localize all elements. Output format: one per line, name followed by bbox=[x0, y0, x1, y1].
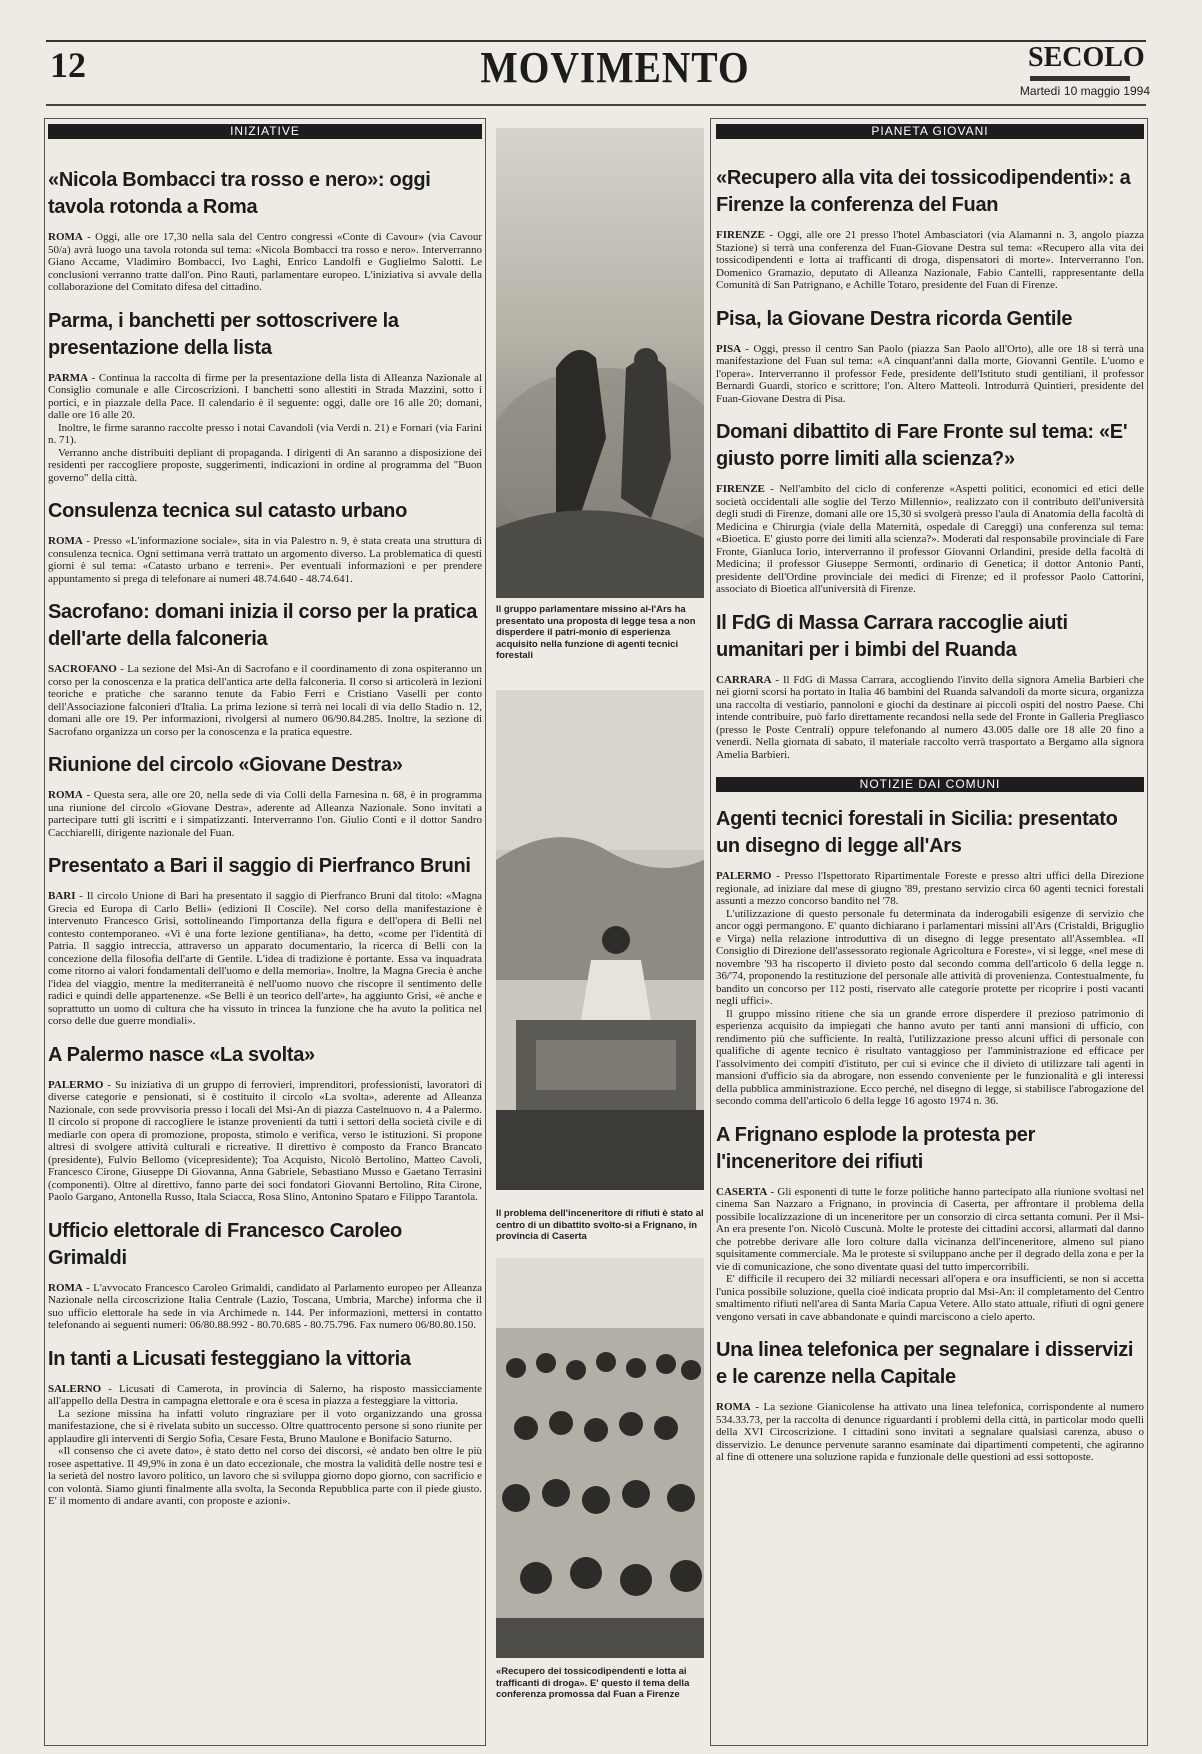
body-text: - Licusati di Camerota, in provincia di Salerno, ha risposto massicciamente all'appello della Destra in campagna elettorale e ora è scesa in piazza a festeggiare la vittoria. bbox=[48, 1382, 482, 1407]
headline: Sacrofano: domani inizia il corso per la pratica dell'arte della falconeria bbox=[48, 601, 478, 650]
dateline: CARRARA bbox=[716, 673, 772, 686]
article-bari bbox=[48, 853, 482, 1028]
body-text: - Oggi, alle ore 21 presso l'hotel Ambasciatori (via Alamanni n. 3, angolo piazza Stazione) si terrà una conferenza del Fuan-Giovane Destra sul tema: «Recupero alla vita dei tossicodipendenti e lotta ai trafficanti di droga, dispensatori di morte». Interverranno l'on. Domenico Gramazio, deputato di Alleanza Nazionale, Fabio Cantelli, rappresentante della Comunità di San Patrignano, e Achille Totaro, presidente del Fuan di Firenze. bbox=[716, 229, 1144, 291]
headline: «Recupero alla vita dei tossicodipendenti»: a Firenze la conferenza del Fuan bbox=[716, 167, 1131, 216]
dateline: PARMA bbox=[48, 371, 89, 384]
photo-caption-forest-agents: Il gruppo parlamentare missino al-l'Ars ha presentato una proposta di legge tesa a non disperdere il patri-monio di esperienza acquisito nella funzione di agenti tecnici forestali bbox=[496, 604, 696, 661]
headline: A Frignano esplode la protesta per l'inceneritore dei rifiuti bbox=[716, 1123, 1036, 1173]
dateline: SALERNO bbox=[48, 1382, 102, 1395]
dateline: PISA bbox=[716, 342, 742, 355]
headline: Agenti tecnici forestali in Sicilia: presentato un disegno di legge all'Ars bbox=[716, 808, 1118, 857]
headline: Riunione del circolo «Giovane Destra» bbox=[48, 754, 403, 776]
headline: Ufficio elettorale di Francesco Caroleo Grimaldi bbox=[48, 1219, 402, 1269]
photo-conference-image bbox=[496, 1258, 704, 1658]
section-band-iniziative: INIZIATIVE bbox=[48, 124, 482, 139]
article-body bbox=[48, 372, 482, 422]
article-body bbox=[716, 343, 1144, 406]
body-text: - Gli esponenti di tutte le forze politiche hanno partecipato alla riunione svoltasi nel cinema San Nazzaro a Frignano, in provincia di Caserta, per affrontare il problema della possibile localizzazione di un inceneritore per un consorzio di circa settanta comuni. Per il Msi-An era presente l'on. Nicolò Cuscunà. Molte le proteste dei cittadini accorsi, allarmati dal danno che potrebbe derivare alle loro colture dalla vicinanza dell'inceneritore, almeno sul piano squisitamente commerciale. Ma le proteste si sviluppano anche per il degrado della zona e per la vie di comunicazione, che sono diventate quasi del tutto impercorribili. bbox=[716, 1185, 1144, 1273]
article-agenti-forestali bbox=[716, 806, 1144, 1108]
dateline: PALERMO bbox=[716, 870, 772, 882]
masthead-bottom-rule bbox=[46, 104, 1146, 106]
article-body-3: Verranno anche distribuiti depliant di propaganda. I dirigenti di An saranno a disposizione dei residenti per raccogliere proposte, suggerimenti, indicazioni in ordine al programma del "Buon governo" della città. bbox=[48, 446, 482, 484]
issue-date: Martedì 10 maggio 1994 bbox=[1019, 84, 1150, 98]
article-body bbox=[716, 870, 1144, 908]
article-giovane-destra bbox=[48, 752, 482, 839]
headline: In tanti a Licusati festeggiano la vittoria bbox=[48, 1347, 411, 1370]
headline: Pisa, la Giovane Destra ricorda Gentile bbox=[716, 307, 1073, 330]
headline: Parma, i banchetti per sottoscrivere la presentazione della lista bbox=[48, 309, 399, 359]
photo-incinerator-debate bbox=[496, 690, 704, 1190]
dateline: FIRENZE bbox=[716, 483, 765, 495]
article-palermo-svolta bbox=[48, 1042, 482, 1204]
body-text: - Nell'ambito del ciclo di conferenze «Aspetti politici, economici ed etici delle società occidentali alle soglie del Terzo Millennio», realizzato con il contributo dell'università degli studi di Firenze, domani alle ore 15,30 si svolgerà presso l'aula di Anatomia della facoltà di Medicina e Chirurgia (viale della Maternità, ospedale di Careggi) una conferenza sul tema: «Bioetica. E' giusto porre dei limiti alla scienza?». Moderati dal responsabile provinciale di Fare Fronte, Gianluca Iorio, interverranno il professor Giovanni Orlandini, preside della facoltà di Medicina; il professor Giuseppe Sermonti, ordinario di Genetica; il dottor Antonio Panti, presidente dell'Ordine provinciale dei medici di Firenze; ed il professor Paolo Cattorini, associato di Bioetica all'università di Firenze. bbox=[716, 483, 1144, 595]
article-body-2: Inoltre, le firme saranno raccolte presso i notai Cavandoli (via Verdi n. 21) e Fornari (via Farini n. 71). bbox=[48, 421, 482, 446]
article-sacrofano bbox=[48, 599, 482, 738]
article-parma bbox=[48, 308, 482, 485]
section-band-notizie-comuni: NOTIZIE DAI COMUNI bbox=[716, 777, 1144, 792]
article-body bbox=[48, 789, 482, 839]
body-text: - La sezione del Msi-An di Sacrofano e il coordinamento di zona ospiteranno un corso per la conoscenza e la pratica dell'antica arte della falconeria. Il corso si articolerà in lezioni teoriche e pratiche che saranno tenute da Fabio Ferri e Cristiano Vaselli per conto dell'Associazione falconieri d'Italia. La prima lezione si terrà nei locali di via dello Stadio n. 12, domani alle ore 19. Per informazioni, rivolgersi al numero 06/90.84.285. Inoltre, la sezione di Sacrofano organizza un corso per la conoscenza e la pratica equestre. bbox=[48, 663, 482, 738]
article-body bbox=[48, 1383, 482, 1408]
headline: Una linea telefonica per segnalare i disservizi e le carenze nella Capitale bbox=[716, 1339, 1134, 1388]
left-column bbox=[48, 124, 482, 1744]
body-text: - L'avvocato Francesco Caroleo Grimaldi, candidato al Parlamento europeo per Alleanza Nazionale nella circoscrizione Italia Centrale (Lazio, Toscana, Umbria, Marche) informa che il suo ufficio elettorale ha sede in via Archimede n. 144. Per informazioni, mettersi in contatto telefonando ai seguenti numeri: 06/80.88.992 - 80.70.685 - 80.75.796. Fax numero 06/80.80.150. bbox=[48, 1281, 482, 1331]
body-text: - Presso l'Ispettorato Ripartimentale Foreste e presso altri uffici della Direzione regionale, ad iniziare dal mese di giugno '89, prestano servizio circa 60 agenti tecnici forestali assunti a mezzo concorso bandito nel '78. bbox=[716, 870, 1144, 907]
article-bombacci bbox=[48, 167, 482, 294]
article-caroleo bbox=[48, 1218, 482, 1332]
article-catasto bbox=[48, 498, 482, 585]
dateline: ROMA bbox=[48, 535, 83, 547]
photo-forest-agents bbox=[496, 128, 704, 598]
article-pisa-gentile bbox=[716, 306, 1144, 406]
section-title: MOVIMENTO bbox=[480, 43, 750, 92]
body-text: - La sezione Gianicolense ha attivato una linea telefonica, corrispondente al numero 534.33.73, per la raccolta di denunce riguardanti i problemi della città, in particolar modo quelli della XVI Circoscrizione. I cittadini sono invitati a segnalare qualsiasi carenza, abuso o disservizio. Le denunce pervenute saranno esaminate dai dipartimenti competenti, che agiranno al fine di ottenere una soluzione rapida e funzionale delle questioni ad essi sottoposte. bbox=[716, 1401, 1144, 1463]
body-text: - Il FdG di Massa Carrara, accogliendo l'invito della signora Amelia Barbieri che nei giorni scorsi ha portato in Italia 46 bambini del Ruanda salvandoli da morte sicura, organizza una raccolta di vestiario, pannoloni e giochi da destinare ai piccoli ospiti del nostro Paese. Chi intende contribuire, può farlo direttamente recandosi nella sede del Fronte in Galleria Pregliasco (presso le Poste Centrali) oppure telefonando al numero 43.005 dalle ore 18 alle 20 fino a venerdì. Nella giornata di sabato, il materiale raccolto verrà trasportato a Bergamo alla signora Amelia Barbieri. bbox=[716, 673, 1144, 761]
headline: A Palermo nasce «La svolta» bbox=[48, 1043, 315, 1066]
dateline: BARI bbox=[48, 890, 76, 902]
article-tossicodipendenti bbox=[716, 165, 1144, 292]
article-body bbox=[716, 1401, 1144, 1464]
headline: Il FdG di Massa Carrara raccoglie aiuti umanitari per i bimbi del Ruanda bbox=[716, 611, 1068, 661]
article-body-3: Il gruppo missino ritiene che sia un grande errore disperdere il prezioso patrimonio di esperienza acquisito da impiegati che hanno avuto per tanti anni mansioni di ufficio, con rendimento più che sufficiente. In realtà, l'utilizzazione presso alcuni uffici di personale con qualifiche di agente tecnico è risultato vantaggioso per l'amministrazione ed efficace per l'assolvimento dei compiti d'istituto, per cui si evince che il divieto di utilizzare tali agenti in mansioni d'ufficio sia da abrogare, non essendo conveniente per le funzionalità e gli interessi della pubblica amministrazione. Ecco perché, nel disegno di legge, si stabilisce l'abrogazione del secondo comma dell'articolo 6 della legge 16 agosto 1974 n. 36. bbox=[716, 1007, 1144, 1107]
body-text: - Oggi, alle ore 17,30 nella sala del Centro congressi «Conte di Cavour» (via Cavour 50/a) avrà luogo una tavola rotonda sul tema: «Nicola Bombacci tra rosso e nero». Interverranno Giano Accame, Vladimiro Bombacci, Ivo Laghi, Enrico Landolfi e Guglielmo Salotti. Le conclusioni verranno tratte dall'on. Pino Rauti, parlamentare europeo. L'iniziativa si avvale della collaborazione del Comitato difesa del cittadino. bbox=[48, 231, 482, 293]
article-body bbox=[716, 1186, 1144, 1274]
headline: «Nicola Bombacci tra rosso e nero»: oggi tavola rotonda a Roma bbox=[48, 169, 431, 218]
body-text: - Questa sera, alle ore 20, nella sede di via Colli della Farnesina n. 68, è in programma una riunione del circolo «Giovane Destra», aderente ad Alleanza Nazionale. Sono invitati a partecipare tutti gli iscritti e i simpatizzanti. Interverranno l'on. Giulio Conti e il dottor Sandro Cacchiarelli, dirigente nazionale del Fuan. bbox=[48, 789, 482, 839]
dateline: FIRENZE bbox=[716, 229, 765, 241]
article-body-2: E' difficile il recupero dei 32 miliardi necessari all'opera e ora insufficienti, se non si accetta l'unica possibile soluzione, quella cioè indicata proprio dal Msi-An: il completamento del Centro smaltimento rifiuti nell'area di Santa Maria Capua Vetere. Allo stato attuale, rifiuti di ogni genere vengono versati in cave abbandonate e quindi marciscono a cielo aperto. bbox=[716, 1273, 1144, 1323]
photo-caption-incinerator: Il problema dell'inceneritore di rifiuti è stato al centro di un dibattito svolto-si a Frignano, in provincia di Caserta bbox=[496, 1208, 704, 1242]
article-body bbox=[48, 535, 482, 585]
body-text: - Presso «L'informazione sociale», sita in via Palestro n. 9, è stata creata una struttura di consulenza tecnica. Ogni settimana verrà trattato un argomento diverso. La problematica di questi giorni è sul tema: «Catasto urbano e terreni». Per eventuali informazioni e per prendere appuntamento si prega di telefonare ai numeri 48.74.640 - 48.74.641. bbox=[48, 535, 482, 585]
headline: Presentato a Bari il saggio di Pierfranco Bruni bbox=[48, 855, 471, 877]
article-body bbox=[48, 1079, 482, 1204]
page-number: 12 bbox=[50, 45, 86, 85]
article-body-3: «Il consenso che ci avete dato», è stato detto nel corso dei discorsi, «è andato ben oltre le più rosee aspettative. Il 49,9% in zona è un dato eccezionale, che mostra la validità delle nostre tesi e la serietà del nostro lavoro politico, un lavoro che si sviluppa giorno dopo giorno, con sacrificio e con volontà. Siamo giunti finalmente alla svolta, la Seconda Repubblica parte con il piede giusto. E' il momento di andare avanti, con proposte e azioni». bbox=[48, 1445, 482, 1507]
dateline: ROMA bbox=[48, 789, 83, 801]
photo-caption-fuan: «Recupero dei tossicodipendenti e lotta ai trafficanti di droga». E' questo il tema della conferenza promossa dal Fuan a Firenze bbox=[496, 1666, 690, 1700]
article-ruanda bbox=[716, 610, 1144, 762]
body-text: - Oggi, presso il centro San Paolo (piazza San Paolo all'Orto), alle ore 18 si terrà una manifestazione del Fuan sul tema: «A cinquant'anni dalla morte, Giovanni Gentile. L'uomo e l'opera». Interverranno il professor Fede, presidente dell'Istituto studi gentiliani, il professor Bernardi Guardi, storico e scrittore; l'on. Altero Matteoli. Introdurrà Quintieri, presidente del Fuan-Giovane Destra di Pisa. bbox=[716, 342, 1144, 405]
photo-fuan-conference bbox=[496, 1258, 704, 1658]
article-body-2: L'utilizzazione di questo personale fu determinata da inderogabili esigenze di servizio che ancor oggi permangono. E' quanto dichiarano i parlamentari missini all'Ars (Cristaldi, Briguglio e Virga) nella relazione introduttiva di un disegno di legge presentato all'Assemblea. «Il Consiglio di Direzione dell'assessorato regionale Agricoltura e Foreste», vi si legge, «nel mese di novembre '93 ha riscoperto il divieto posto dal secondo comma dell'articolo 6 della legge n. 36/'74, proponendo la restituzione del personale alle attività di provenienza. Contestualmente, fu bandito un concorso per 112 posti, riservato alle categorie protette per ricoprire i posti vacanti negli uffici». bbox=[716, 907, 1144, 1007]
article-body bbox=[48, 890, 482, 1028]
logo-bar bbox=[1030, 76, 1130, 81]
body-text: - Il circolo Unione di Bari ha presentato il saggio di Pierfranco Bruni dal titolo: «Magna Grecia ed Europa di Carlo Belli» (edizioni Il Coscile). Nel corso della manifestazione è intervenuto Francesco Grisi, sottolineando l'importanza della figura e dell'opera di Belli nel contesto contemporaneo. «Vi è una forte lezione gentiliana», ha detto, «come per l'identità di Patria. Il saggio intreccia, attraverso un apparato documentario, la ricerca di Belli con la concezione della filosofia dell'arte di Gentile. L'idea di tradizione è portante. Essa va inquadrata come ritorno ai valori fondamentali dell'uomo e della memoria». Inoltre, la Magna Grecia è anche l'idea del viaggio, mentre la mediterraneità è nell'uomo nuovo che riscopre il sentimento delle radici e quindi delle appartenenze. «Se Belli è un teorico dell'arte», ha aggiunto Grisi, «è anche e soprattutto un uomo di cultura che ha vissuto in trincea la funzione che ha avuto la politica nel corso delle due guerre mondiali». bbox=[48, 890, 482, 1027]
photo-forest-agents-image bbox=[496, 128, 704, 598]
dateline: SACROFANO bbox=[48, 663, 117, 675]
body-text: - Continua la raccolta di firme per la presentazione della lista di Alleanza Nazionale al Consiglio comunale e alle Circoscrizioni. I banchetti sono allestiti in Strada Mazzini, sotto i portici, e in piazzale della Pace. Il calendario è il seguente: oggi, dalle ore 16 alle 20; domani, dalle ore 16 alle 20. bbox=[48, 371, 482, 421]
headline: Domani dibattito di Fare Fronte sul tema: «E' giusto porre limiti alla scienza?» bbox=[716, 421, 1128, 470]
dateline: ROMA bbox=[48, 1281, 83, 1294]
article-linea-telefonica bbox=[716, 1337, 1144, 1464]
article-body bbox=[48, 1282, 482, 1332]
article-body bbox=[716, 483, 1144, 596]
article-frignano bbox=[716, 1122, 1144, 1324]
article-licusati bbox=[48, 1346, 482, 1508]
dateline: ROMA bbox=[716, 1401, 751, 1413]
photo-incinerator-image bbox=[496, 690, 704, 1190]
article-body bbox=[48, 663, 482, 738]
article-body-2: La sezione missina ha infatti voluto ringraziare per il voto organizzando una grossa manifestazione, che si è rivelata subito un successo. Oltre quattrocento persone si sono riunite per applaudire gli interventi di Sergio Sofia, Cesare Festa, Bruno Maulone e Bonifacio Saturno. bbox=[48, 1407, 482, 1445]
body-text: - Su iniziativa di un gruppo di ferrovieri, imprenditori, professionisti, lavoratori di diverse categorie e pensionati, si è costituito il circolo «La svolta», aderente ad Alleanza Nazionale, con sede provvisoria presso i locali del Msi-An di piazza Castelnuovo n. 4 a Palermo. Il circolo si propone di raccogliere le istanze provenienti da tutti i settori della società civile e di mediarle con opera di promozione, proposta, stimolo e verifica, verso le istituzioni. Si propone altresì di svolgere attività culturali e ricreative. Il direttivo è composto da Franco Brancato (presidente), Fulvio Bellomo (vicepresidente); Toa Acquisto, Nicolò Bertolino, Matteo Cavoli, Francesco Cirone, Giuseppe Di Giovanna, Anna Gabriele, Sebastiano Musso e Gaetano Terrasini (componenti). Oltre al direttivo, fanno parte dei soci fondatori Giovanni Bertolino, Rita Cirone, Paolo Gargano, Antonella Russo, Itala Sciacca, Rosa Slino, Antonino Spataro e Filippo Tarantola. bbox=[48, 1078, 482, 1203]
article-fare-fronte bbox=[716, 419, 1144, 596]
article-body bbox=[716, 229, 1144, 292]
section-band-pianeta-giovani: PIANETA GIOVANI bbox=[716, 124, 1144, 139]
article-body bbox=[716, 674, 1144, 762]
headline: Consulenza tecnica sul catasto urbano bbox=[48, 500, 407, 522]
dateline: ROMA bbox=[48, 231, 83, 243]
newspaper-logo: SECOLO bbox=[1028, 42, 1145, 73]
right-column bbox=[716, 124, 1144, 1744]
dateline: CASERTA bbox=[716, 1185, 768, 1198]
article-body bbox=[48, 231, 482, 294]
dateline: PALERMO bbox=[48, 1078, 104, 1091]
